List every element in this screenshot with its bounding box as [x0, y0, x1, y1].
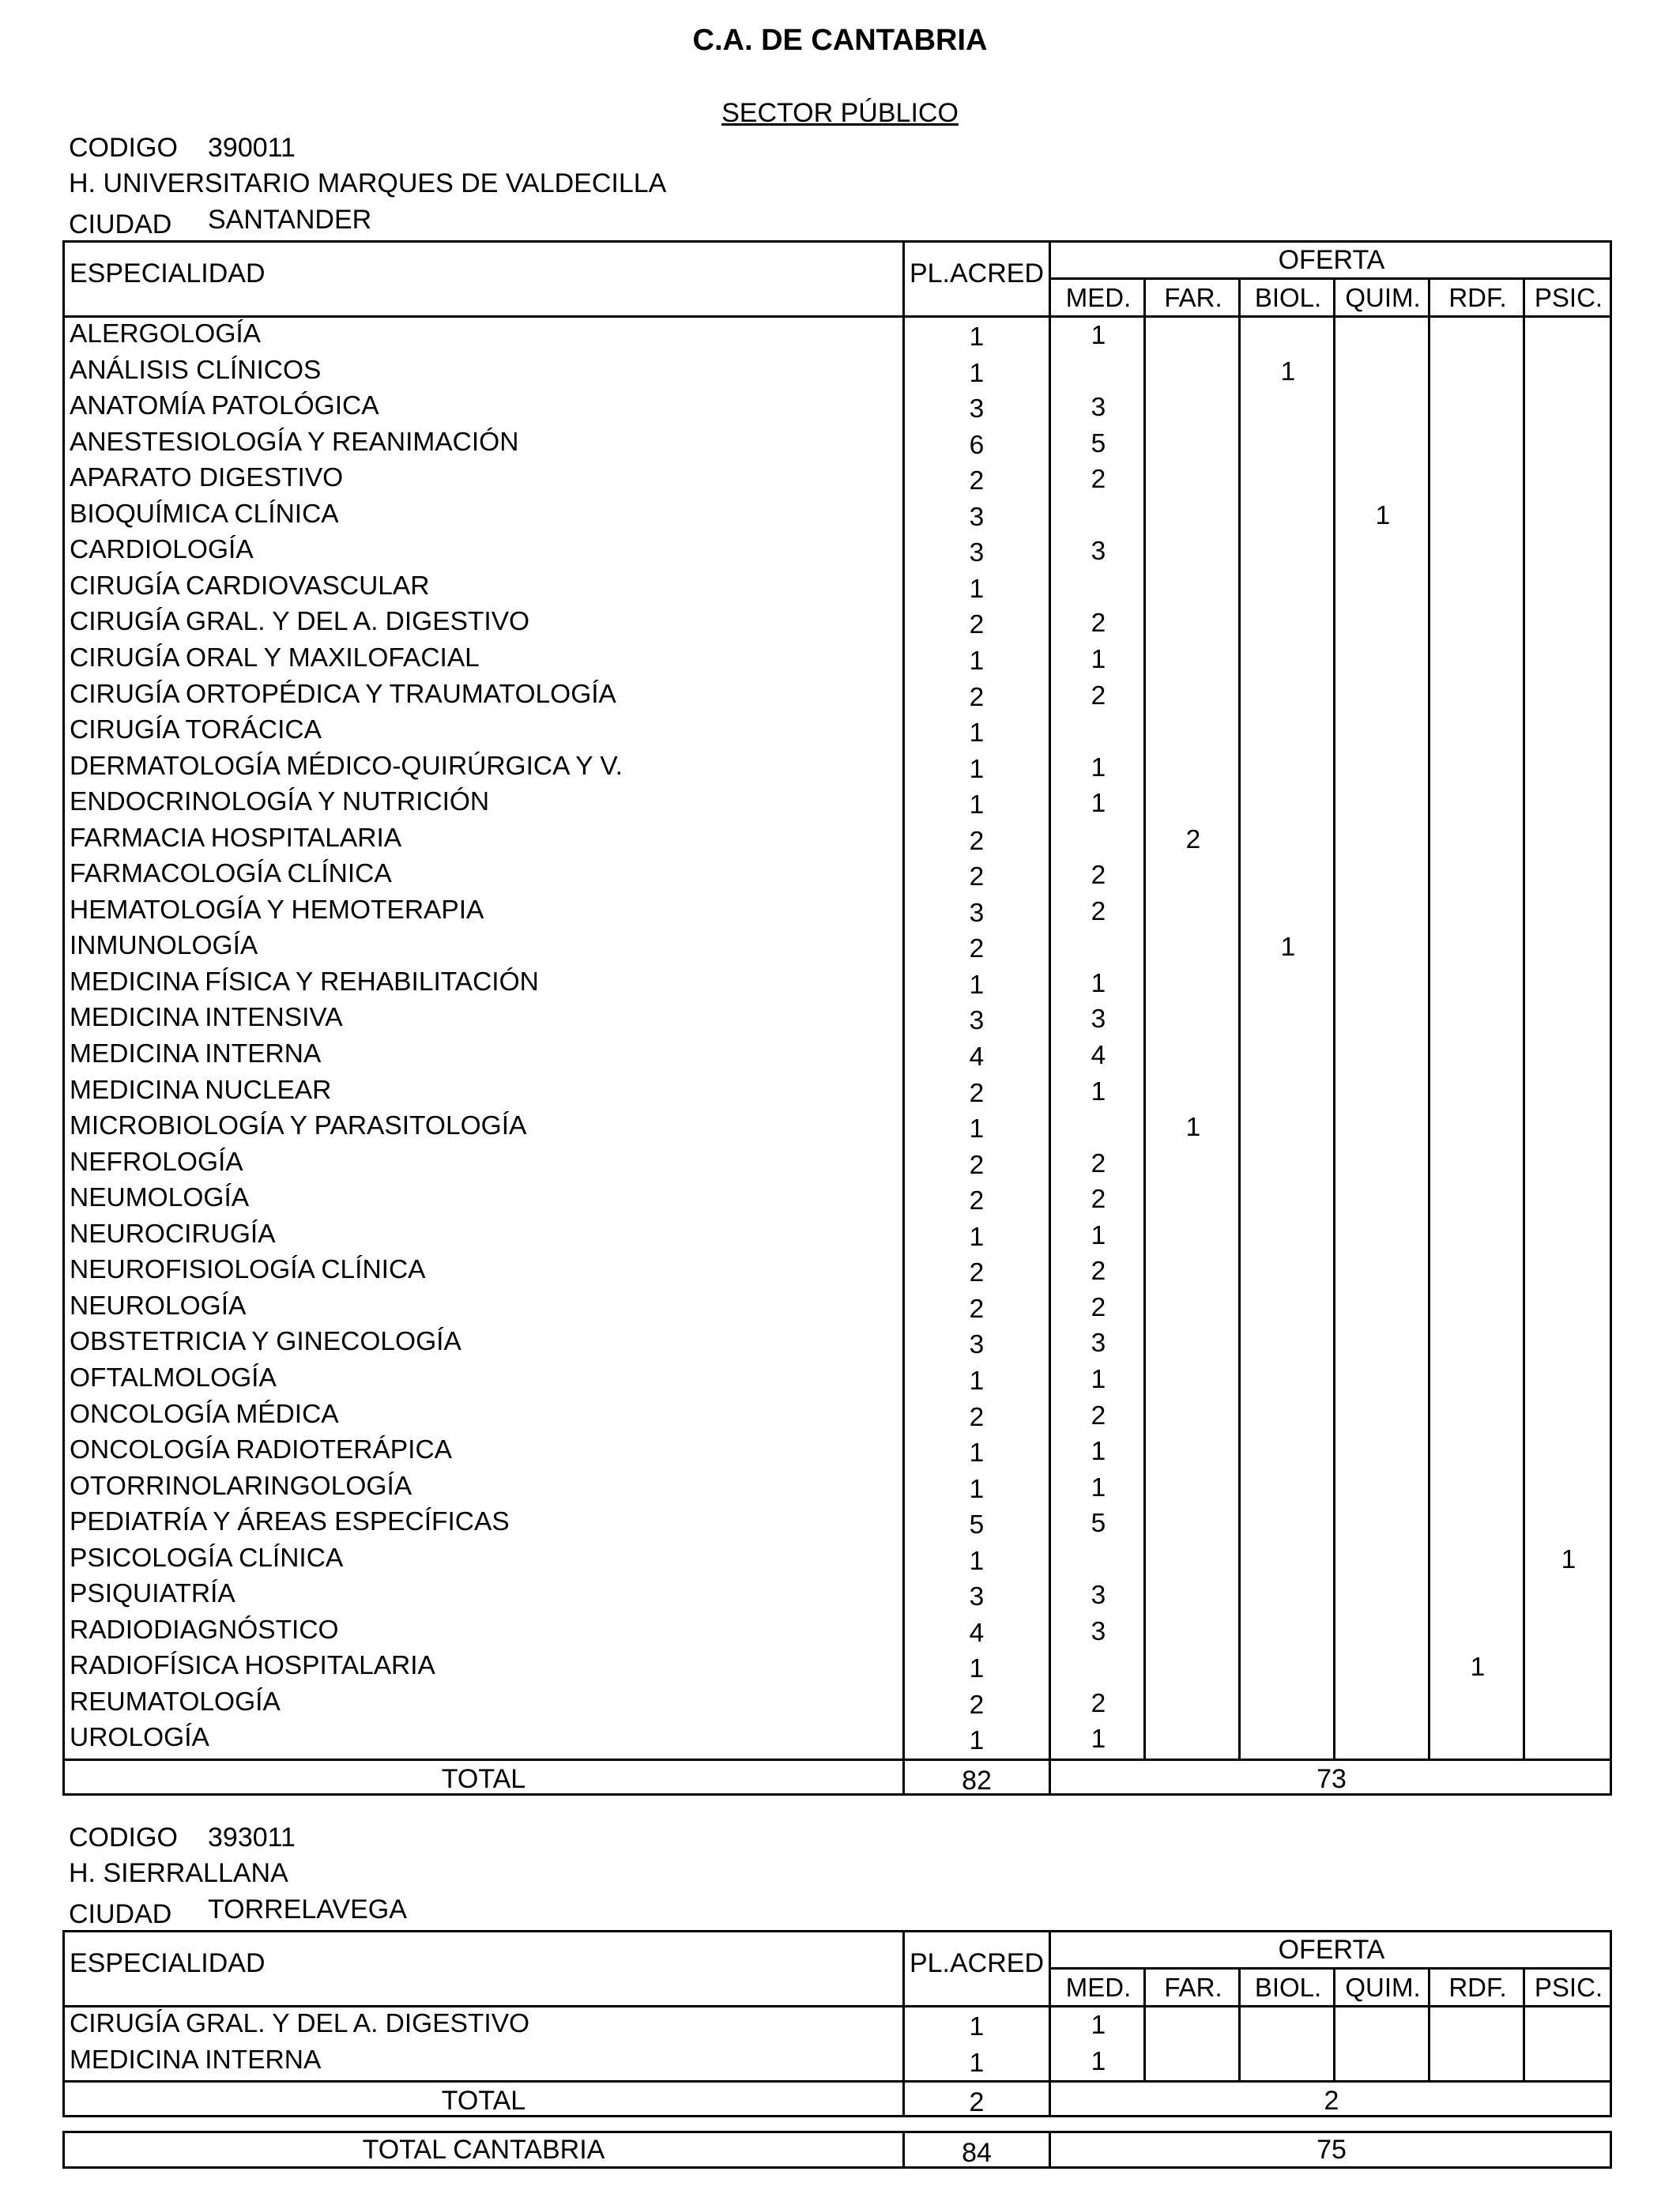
header-psic: PSIC.	[1534, 1973, 1603, 2002]
total-pl-acred: 82	[962, 1766, 992, 1796]
specialty-name: RADIODIAGNÓSTICO	[70, 1615, 339, 1645]
pl-acred-value: 1	[969, 1114, 985, 1144]
codigo-line	[69, 1823, 296, 1853]
pl-acred-value: 1	[969, 1438, 985, 1468]
document-title: C.A. DE CANTABRIA	[692, 24, 988, 57]
specialty-name: HEMATOLOGÍA Y HEMOTERAPIA	[70, 895, 484, 925]
pl-acred-value: 1	[969, 2012, 985, 2041]
specialty-name: INMUNOLOGÍA	[70, 931, 258, 961]
header-psic: PSIC.	[1534, 283, 1603, 312]
oferta-biol-value: 1	[1280, 933, 1296, 963]
table-row	[65, 426, 1610, 462]
table-row	[65, 642, 1610, 678]
specialty-name: ONCOLOGÍA MÉDICA	[70, 1399, 339, 1429]
pl-acred-value: 1	[969, 1726, 985, 1756]
oferta-med-value: 3	[1090, 1616, 1106, 1646]
specialty-name: MICROBIOLOGÍA Y PARASITOLOGÍA	[70, 1111, 527, 1141]
oferta-med-value: 2	[1090, 609, 1106, 639]
table-row	[65, 498, 1610, 534]
table-row	[65, 1325, 1610, 1362]
pl-acred-value: 1	[969, 1474, 985, 1504]
table-row	[65, 894, 1610, 930]
specialty-name: NEUROLOGÍA	[70, 1291, 247, 1321]
pl-acred-value: 2	[969, 934, 985, 964]
specialty-name: CARDIOLOGÍA	[70, 535, 254, 565]
specialty-name: OTORRINOLARINGOLOGÍA	[70, 1471, 412, 1501]
specialty-name: MEDICINA INTERNA	[70, 1039, 322, 1069]
pl-acred-value: 3	[969, 1006, 985, 1036]
table-row	[65, 1506, 1610, 1542]
codigo-label: CODIGO	[69, 1823, 178, 1853]
header-oferta: OFERTA	[1051, 1932, 1612, 1970]
specialty-name: ENDOCRINOLOGÍA Y NUTRICIÓN	[70, 787, 490, 817]
pl-acred-value: 2	[969, 1690, 985, 1720]
pl-acred-value: 1	[969, 1366, 985, 1396]
total-label: TOTAL	[441, 2086, 526, 2116]
oferta-med-value: 1	[1090, 752, 1106, 782]
table-row	[65, 1721, 1610, 1758]
ciudad-line	[69, 1894, 407, 1929]
specialty-name: MEDICINA NUCLEAR	[70, 1075, 332, 1105]
oferta-med-value: 4	[1090, 1041, 1106, 1070]
total-row	[65, 2083, 1610, 2117]
pl-acred-value: 3	[969, 502, 985, 532]
pl-acred-value: 3	[969, 538, 985, 568]
total-label: TOTAL	[441, 1764, 526, 1794]
pl-acred-value: 1	[969, 754, 985, 784]
table-row	[65, 318, 1610, 354]
specialty-name: ANESTESIOLOGÍA Y REANIMACIÓN	[70, 427, 519, 457]
ciudad-label: CIUDAD	[69, 1899, 172, 1929]
table-row	[65, 390, 1610, 426]
pl-acred-value: 4	[969, 1042, 985, 1072]
sector-heading: SECTOR PÚBLICO	[721, 98, 959, 128]
table-row	[65, 1290, 1610, 1326]
pl-acred-value: 2	[969, 826, 985, 856]
oferta-med-value: 1	[1090, 1076, 1106, 1106]
table-row	[65, 1470, 1610, 1506]
specialty-name: ANATOMÍA PATOLÓGICA	[70, 391, 379, 421]
pl-acred-value: 2	[969, 1294, 985, 1324]
specialty-name: ALERGOLOGÍA	[70, 319, 262, 349]
table-row	[65, 750, 1610, 786]
specialty-name: BIOQUÍMICA CLÍNICA	[70, 499, 339, 529]
pl-acred-value: 2	[969, 610, 985, 640]
oferta-psic-value: 1	[1561, 1544, 1576, 1574]
header-pl-acred: PL.ACRED	[909, 258, 1045, 288]
table-header	[65, 1932, 1610, 2007]
header-oferta: OFERTA	[1051, 243, 1612, 280]
specialty-name: FARMACIA HOSPITALARIA	[70, 823, 402, 853]
oferta-med-value: 3	[1090, 1005, 1106, 1035]
pl-acred-value: 6	[969, 430, 985, 460]
oferta-med-value: 2	[1090, 465, 1106, 495]
pl-acred-value: 1	[969, 1654, 985, 1684]
sector-heading-wrap	[0, 98, 1680, 129]
pl-acred-value: 2	[969, 466, 985, 496]
pl-acred-value: 3	[969, 1582, 985, 1612]
specialty-name: REUMATOLOGÍA	[70, 1687, 281, 1717]
header-med: MED.	[1065, 1973, 1132, 2002]
specialty-name: RADIOFÍSICA HOSPITALARIA	[70, 1651, 435, 1681]
table-row	[65, 1038, 1610, 1074]
oferta-med-value: 1	[1090, 1220, 1106, 1250]
total-oferta: 2	[1324, 2086, 1339, 2116]
header-biol: BIOL.	[1254, 1973, 1322, 2002]
hospital-name: H. UNIVERSITARIO MARQUES DE VALDECILLA	[69, 168, 667, 198]
specialty-name: MEDICINA INTENSIVA	[70, 1003, 343, 1033]
oferta-med-value: 5	[1090, 428, 1106, 458]
oferta-med-value: 1	[1090, 1364, 1106, 1394]
pl-acred-value: 1	[969, 2048, 985, 2078]
header-med: MED.	[1065, 283, 1132, 312]
table-row	[65, 1649, 1610, 1686]
pl-acred-value: 1	[969, 1546, 985, 1576]
pl-acred-value: 2	[969, 682, 985, 712]
table-row	[65, 786, 1610, 822]
total-row	[65, 1761, 1610, 1796]
table-row	[65, 966, 1610, 1002]
specialty-name: OBSTETRICIA Y GINECOLOGÍA	[70, 1327, 461, 1357]
header-far: FAR.	[1164, 1973, 1222, 2002]
oferta-med-value: 2	[1090, 1688, 1106, 1718]
oferta-med-value: 2	[1090, 1400, 1106, 1431]
oferta-med-value: 1	[1090, 1437, 1106, 1467]
oferta-med-value: 2	[1090, 1257, 1106, 1287]
codigo-value: 390011	[208, 133, 296, 163]
ciudad-label: CIUDAD	[69, 209, 172, 239]
pl-acred-value: 1	[969, 358, 985, 388]
pl-acred-value: 2	[969, 1150, 985, 1180]
header-pl-acred: PL.ACRED	[909, 1948, 1045, 1978]
codigo-label: CODIGO	[69, 133, 178, 163]
oferta-med-value: 3	[1090, 393, 1106, 423]
specialty-name: CIRUGÍA GRAL. Y DEL A. DIGESTIVO	[70, 2009, 530, 2038]
table-row	[65, 570, 1610, 606]
oferta-med-value: 1	[1090, 968, 1106, 998]
header-quim: QUIM.	[1345, 1973, 1421, 2002]
specialty-name: APARATO DIGESTIVO	[70, 463, 344, 493]
header-biol: BIOL.	[1254, 283, 1322, 312]
table-row	[65, 1218, 1610, 1254]
oferta-med-value: 1	[1090, 2046, 1106, 2076]
table-row	[65, 858, 1610, 894]
oferta-med-value: 1	[1090, 1472, 1106, 1502]
pl-acred-value: 1	[969, 790, 985, 820]
table-row	[65, 533, 1610, 570]
specialty-name: NEFROLOGÍA	[70, 1147, 243, 1177]
table-row	[65, 1074, 1610, 1110]
oferta-quim-value: 1	[1375, 500, 1391, 530]
pl-acred-value: 3	[969, 394, 985, 424]
specialty-name: CIRUGÍA ORTOPÉDICA Y TRAUMATOLOGÍA	[70, 679, 616, 709]
table-row	[65, 929, 1610, 966]
table-row	[65, 1578, 1610, 1614]
table-row	[65, 1686, 1610, 1722]
table-row	[65, 678, 1610, 714]
table-row	[65, 1253, 1610, 1290]
oferta-med-value: 2	[1090, 1148, 1106, 1178]
ciudad-value: SANTANDER	[208, 205, 372, 235]
table-row	[65, 1542, 1610, 1578]
header-especialidad: ESPECIALIDAD	[70, 258, 266, 288]
oferta-biol-value: 1	[1280, 356, 1296, 386]
pl-acred-value: 2	[969, 1402, 985, 1432]
table-row	[65, 1146, 1610, 1182]
pl-acred-value: 1	[969, 970, 985, 1000]
pl-acred-value: 1	[969, 646, 985, 676]
oferta-med-value: 2	[1090, 1185, 1106, 1215]
pl-acred-value: 2	[969, 1258, 985, 1288]
specialty-name: UROLOGÍA	[70, 1723, 209, 1753]
table-row	[65, 605, 1610, 642]
oferta-med-value: 2	[1090, 861, 1106, 891]
pl-acred-value: 1	[969, 322, 985, 352]
specialty-name: DERMATOLOGÍA MÉDICO-QUIRÚRGICA Y V.	[70, 751, 623, 781]
grand-total-label: TOTAL CANTABRIA	[362, 2135, 605, 2165]
table-row	[65, 1001, 1610, 1038]
table-row	[65, 1434, 1610, 1470]
pl-acred-value: 5	[969, 1510, 985, 1540]
table-row	[65, 714, 1610, 750]
oferta-med-value: 2	[1090, 680, 1106, 711]
oferta-med-value: 2	[1090, 896, 1106, 926]
specialty-name: PEDIATRÍA Y ÁREAS ESPECÍFICAS	[70, 1507, 510, 1537]
table-row	[65, 1398, 1610, 1434]
table-row	[65, 1182, 1610, 1218]
header-far: FAR.	[1164, 283, 1222, 312]
grand-total-oferta: 75	[1317, 2135, 1347, 2165]
pl-acred-value: 3	[969, 1330, 985, 1360]
pl-acred-value: 1	[969, 718, 985, 748]
specialty-name: ONCOLOGÍA RADIOTERÁPICA	[70, 1435, 452, 1465]
specialty-name: CIRUGÍA CARDIOVASCULAR	[70, 571, 430, 601]
specialty-name: PSIQUIATRÍA	[70, 1579, 235, 1609]
table-row	[65, 354, 1610, 390]
specialty-table	[62, 1930, 1612, 2117]
grand-total-pl: 84	[962, 2138, 992, 2168]
codigo-value: 393011	[208, 1823, 296, 1853]
specialty-name: NEUROFISIOLOGÍA CLÍNICA	[70, 1255, 426, 1285]
pl-acred-value: 1	[969, 574, 985, 604]
oferta-med-value: 1	[1090, 2011, 1106, 2040]
table-header	[65, 243, 1610, 318]
specialty-name: MEDICINA INTERNA	[70, 2045, 322, 2075]
ciudad-line	[69, 205, 372, 239]
total-oferta: 73	[1317, 1764, 1347, 1794]
header-especialidad: ESPECIALIDAD	[70, 1948, 266, 1978]
pl-acred-value: 1	[969, 1222, 985, 1252]
oferta-med-value: 1	[1090, 1725, 1106, 1755]
specialty-name: OFTALMOLOGÍA	[70, 1363, 277, 1393]
pl-acred-value: 4	[969, 1618, 985, 1648]
codigo-line	[69, 133, 296, 164]
header-rdf: RDF.	[1448, 283, 1507, 312]
specialty-table	[62, 240, 1612, 1796]
specialty-name: NEUROCIRUGÍA	[70, 1219, 276, 1249]
header-quim: QUIM.	[1345, 283, 1421, 312]
oferta-med-value: 1	[1090, 644, 1106, 674]
oferta-med-value: 3	[1090, 537, 1106, 567]
pl-acred-value: 2	[969, 862, 985, 892]
table-row	[65, 1614, 1610, 1650]
oferta-med-value: 3	[1090, 1581, 1106, 1611]
oferta-far-value: 2	[1185, 824, 1201, 854]
table-row	[65, 822, 1610, 858]
pl-acred-value: 2	[969, 1078, 985, 1108]
specialty-name: PSICOLOGÍA CLÍNICA	[70, 1543, 344, 1573]
table-row	[65, 2007, 1610, 2044]
pl-acred-value: 3	[969, 898, 985, 928]
specialty-name: FARMACOLOGÍA CLÍNICA	[70, 859, 392, 889]
hospital-name: H. SIERRALLANA	[69, 1858, 288, 1888]
table-row	[65, 1362, 1610, 1398]
pl-acred-value: 2	[969, 1186, 985, 1216]
specialty-name: CIRUGÍA TORÁCICA	[70, 715, 322, 745]
oferta-med-value: 5	[1090, 1509, 1106, 1539]
oferta-med-value: 1	[1090, 789, 1106, 819]
ciudad-value: TORRELAVEGA	[208, 1894, 407, 1924]
oferta-rdf-value: 1	[1470, 1653, 1486, 1683]
header-rdf: RDF.	[1448, 1973, 1507, 2002]
table-row	[65, 2044, 1610, 2080]
specialty-name: MEDICINA FÍSICA Y REHABILITACIÓN	[70, 967, 539, 997]
grand-total-row	[62, 2131, 1612, 2169]
table-row	[65, 462, 1610, 498]
table-row	[65, 1110, 1610, 1146]
oferta-med-value: 1	[1090, 321, 1106, 350]
specialty-name: ANÁLISIS CLÍNICOS	[70, 355, 322, 385]
specialty-name: CIRUGÍA ORAL Y MAXILOFACIAL	[70, 643, 480, 673]
specialty-name: NEUMOLOGÍA	[70, 1183, 250, 1213]
oferta-med-value: 3	[1090, 1329, 1106, 1359]
total-pl-acred: 2	[969, 2087, 985, 2117]
oferta-far-value: 1	[1185, 1113, 1201, 1143]
specialty-name: CIRUGÍA GRAL. Y DEL A. DIGESTIVO	[70, 607, 530, 637]
oferta-med-value: 2	[1090, 1292, 1106, 1322]
